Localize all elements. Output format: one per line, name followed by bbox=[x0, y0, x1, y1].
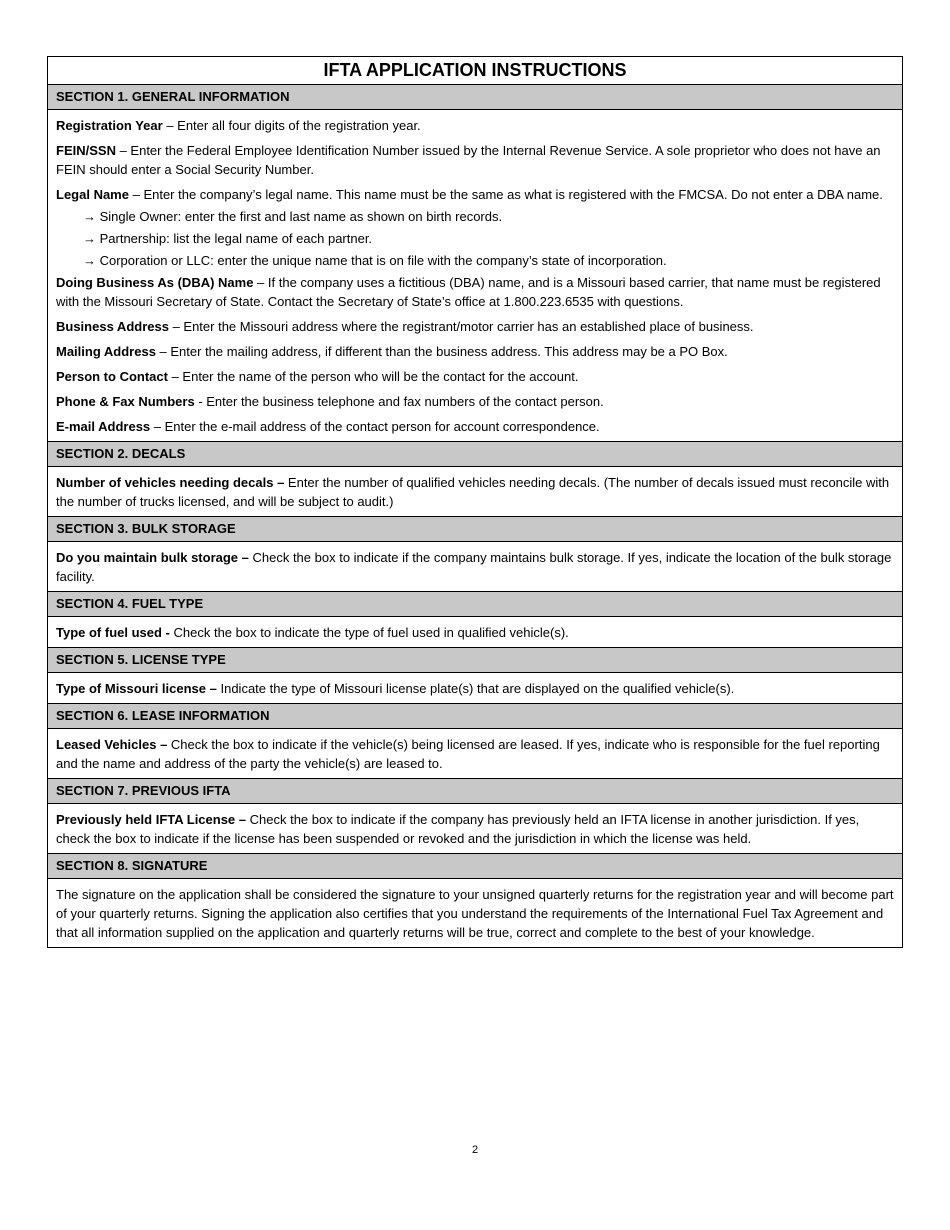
section-6-body bbox=[48, 729, 902, 779]
section-7-body bbox=[48, 804, 902, 854]
entry-text: Check the box to indicate if the company maintains bulk storage. If yes, indicate the location of the bulk storage facility. bbox=[56, 550, 892, 584]
sub-item-partnership: → Partnership: list the legal name of each partner. bbox=[83, 231, 373, 246]
section-4-header: SECTION 4. FUEL TYPE bbox=[48, 592, 902, 617]
entry-dba-name bbox=[56, 273, 894, 311]
section-5-header: SECTION 5. LICENSE TYPE bbox=[48, 648, 902, 673]
entry-text: – Enter the mailing address, if different than the business address. This address may be a PO Box. bbox=[155, 344, 728, 359]
entry-text: Check the box to indicate if the vehicle(s) being licensed are leased. If yes, indicate who is responsible for the fuel reporting and the name and address of the party the vehicle(s) are leased to. bbox=[56, 737, 880, 771]
entry-term: Legal Name bbox=[56, 187, 129, 202]
entry-term: FEIN/SSN bbox=[56, 143, 116, 158]
entry-term: Business Address bbox=[56, 319, 169, 334]
section-2-body bbox=[48, 467, 902, 517]
entry-text: – Enter all four digits of the registration year. bbox=[162, 118, 421, 133]
section-3-body bbox=[48, 542, 902, 592]
entry-term: Type of Missouri license – bbox=[56, 681, 217, 696]
entry-term: Previously held IFTA License – bbox=[56, 812, 247, 827]
entry-text: Check the box to indicate the type of fuel used in qualified vehicle(s). bbox=[169, 625, 569, 640]
entry-text: – Enter the Missouri address where the registrant/motor carrier has an established place of business. bbox=[168, 319, 754, 334]
document-title: IFTA APPLICATION INSTRUCTIONS bbox=[48, 57, 902, 85]
section-3-header: SECTION 3. BULK STORAGE bbox=[48, 517, 902, 542]
entry-text: – Enter the company’s legal name. This name must be the same as what is registered with the FMCSA. Do not enter a DBA name. bbox=[128, 187, 883, 202]
entry-text: The signature on the application shall be considered the signature to your unsigned quarterly returns for the registration year and will become part of your quarterly returns. Signing the application also certifies that you understand the requirements of the International Fuel Tax Agreement and that all information supplied on the application and quarterly returns will be true, correct and complete to the best of your knowledge. bbox=[56, 887, 894, 940]
section-8-header: SECTION 8. SIGNATURE bbox=[48, 854, 902, 879]
section-7-header: SECTION 7. PREVIOUS IFTA bbox=[48, 779, 902, 804]
entry-fuel-type bbox=[56, 623, 894, 642]
entry-license-type bbox=[56, 679, 894, 698]
entry-term: Number of vehicles needing decals – bbox=[56, 475, 285, 490]
section-1-header: SECTION 1. GENERAL INFORMATION bbox=[48, 85, 902, 110]
section-2-header: SECTION 2. DECALS bbox=[48, 442, 902, 467]
entry-phone-fax bbox=[56, 392, 894, 411]
page-number: 2 bbox=[471, 1144, 479, 1156]
entry-fein-ssn bbox=[56, 141, 894, 179]
entry-term: Phone & Fax Numbers bbox=[56, 394, 195, 409]
entry-term: E-mail Address bbox=[56, 419, 151, 434]
section-8-body bbox=[48, 879, 902, 947]
sub-item-single-owner: → Single Owner: enter the first and last name as shown on birth records. bbox=[83, 209, 503, 224]
entry-decals bbox=[56, 473, 894, 511]
entry-text: – Enter the e-mail address of the contact person for account correspondence. bbox=[150, 419, 600, 434]
entry-registration-year bbox=[56, 116, 894, 135]
entry-signature bbox=[56, 885, 894, 942]
entry-text: Enter the number of qualified vehicles needing decals. (The number of decals issued must reconcile with the number of trucks licensed, and will be subject to audit.) bbox=[56, 475, 890, 509]
entry-term: Do you maintain bulk storage – bbox=[56, 550, 249, 565]
entry-term: Person to Contact bbox=[56, 369, 168, 384]
entry-person-to-contact bbox=[56, 367, 894, 386]
entry-term: Registration Year bbox=[56, 118, 163, 133]
sub-item-corporation: → Corporation or LLC: enter the unique name that is on file with the company’s state of incorporation. bbox=[83, 253, 667, 268]
legal-name-sub-list bbox=[56, 207, 894, 270]
entry-leased-vehicles bbox=[56, 735, 894, 773]
section-6-header: SECTION 6. LEASE INFORMATION bbox=[48, 704, 902, 729]
entry-term: Leased Vehicles – bbox=[56, 737, 168, 752]
entry-term: Doing Business As (DBA) Name bbox=[56, 275, 254, 290]
entry-email-address bbox=[56, 417, 894, 436]
entry-term: Mailing Address bbox=[56, 344, 156, 359]
entry-bulk-storage bbox=[56, 548, 894, 586]
entry-text: - Enter the business telephone and fax numbers of the contact person. bbox=[194, 394, 604, 409]
section-4-body bbox=[48, 617, 902, 648]
entry-term: Type of fuel used - bbox=[56, 625, 170, 640]
entry-mailing-address bbox=[56, 342, 894, 361]
entry-text: – If the company uses a fictitious (DBA) name, and is a Missouri based carrier, that name must be registered with the Missouri Secretary of State. Contact the Secretary of State’s office at 1.800.223.6535 with questions. bbox=[56, 275, 881, 309]
section-5-body bbox=[48, 673, 902, 704]
entry-text: – Enter the name of the person who will be the contact for the account. bbox=[167, 369, 579, 384]
entry-text: – Enter the Federal Employee Identification Number issued by the Internal Revenue Service. A sole proprietor who does not have an FEIN should enter a Social Security Number. bbox=[56, 143, 881, 177]
entry-previous-ifta bbox=[56, 810, 894, 848]
entry-text: Check the box to indicate if the company has previously held an IFTA license in another jurisdiction. If yes, check the box to indicate if the license has been suspended or revoked and the jurisdiction in which the license was held. bbox=[56, 812, 860, 846]
entry-legal-name bbox=[56, 185, 894, 204]
entry-business-address bbox=[56, 317, 894, 336]
entry-text: Indicate the type of Missouri license plate(s) that are displayed on the qualified vehicle(s). bbox=[216, 681, 735, 696]
section-1-body bbox=[48, 110, 902, 442]
instructions-table bbox=[47, 56, 903, 948]
